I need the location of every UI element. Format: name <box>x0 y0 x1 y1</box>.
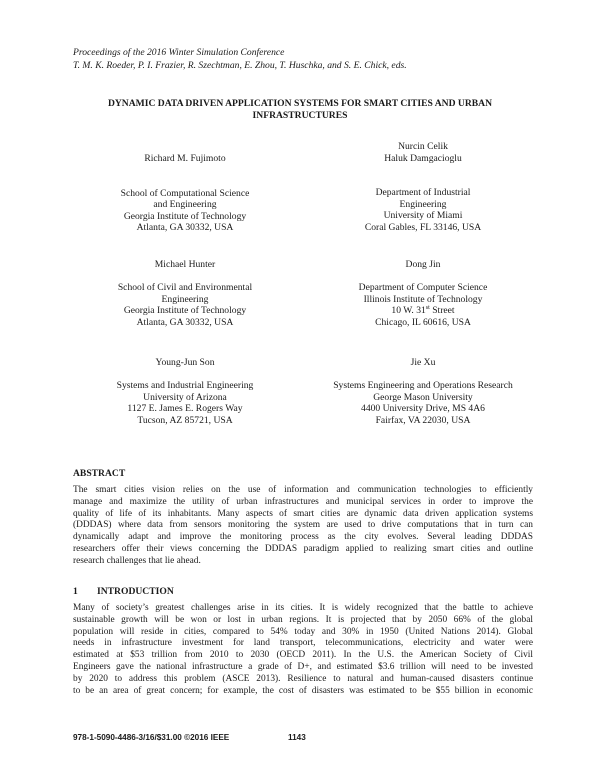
footer-isbn: 978-1-5090-4486-3/16/$31.00 ©2016 IEEE <box>73 733 230 742</box>
street-name: Street <box>429 305 455 317</box>
author-block-celik <box>333 141 513 234</box>
author-name: Michael Hunter <box>154 259 216 270</box>
author-block-son <box>95 357 275 427</box>
abstract-heading: ABSTRACT <box>73 468 126 479</box>
affiliation-line: Atlanta, GA 30332, USA <box>136 316 234 328</box>
affiliation-line: and Engineering <box>153 199 217 211</box>
introduction-line: needs in infrastructure investment for land transport, telecommunications, electricity and water were <box>73 638 533 649</box>
ordinal-suffix: st <box>425 305 430 312</box>
author-name: Richard M. Fujimoto <box>144 153 226 164</box>
affiliation-line: 1127 E. James E. Rogers Way <box>127 403 243 415</box>
affiliation-line: Engineering <box>161 293 209 305</box>
author-name: Dong Jin <box>405 259 441 270</box>
author-block-hunter <box>95 259 275 329</box>
section-heading-introduction: INTRODUCTION <box>97 586 174 597</box>
abstract-line: researchers offer their views concerning the DDDAS paradigm applied to realizing smart cities and outline <box>73 543 533 554</box>
author-block-fujimoto <box>95 153 275 234</box>
page-number: 1143 <box>288 733 306 742</box>
proceedings-header <box>73 47 533 72</box>
introduction-body <box>73 603 533 697</box>
affiliation-line: Coral Gables, FL 33146, USA <box>364 221 482 233</box>
proceedings-title: Proceedings of the 2016 Winter Simulation Conference <box>73 47 285 58</box>
affiliation-line: Georgia Institute of Technology <box>123 210 247 222</box>
affiliation-line: 4400 University Drive, MS 4A6 <box>361 403 485 415</box>
author-name: Nurcin Celik <box>398 141 448 152</box>
author-block-jin <box>333 259 513 329</box>
abstract-line: The smart cities vision relies on the use of information and communication technologies to efficiently <box>73 485 533 495</box>
affiliation-line: Systems Engineering and Operations Research <box>333 380 513 392</box>
section-number: 1 <box>73 586 78 597</box>
abstract-line: manage and maximize the utility of urban infrastructures and municipal services in order to improve the <box>73 496 533 507</box>
affiliation-line: Department of Industrial <box>375 187 471 199</box>
affiliation-line: School of Civil and Environmental <box>117 282 253 294</box>
author-name: Jie Xu <box>410 357 436 368</box>
author-name: Haluk Damgacioglu <box>384 152 462 164</box>
affiliation-line: Engineering <box>399 198 447 210</box>
street-number: 10 W. 31 <box>391 305 426 317</box>
affiliation-line: School of Computational Science <box>120 187 250 199</box>
affiliation-line: Atlanta, GA 30332, USA <box>136 222 234 234</box>
introduction-line: to be an area of great concern; for example, the cost of disasters was estimated to be $55 billion in economic <box>73 685 533 696</box>
paper-title-line: INFRASTRUCTURES <box>252 109 348 121</box>
affiliation-line: Tucson, AZ 85721, USA <box>137 414 233 426</box>
affiliation-line: Georgia Institute of Technology <box>123 305 247 317</box>
affiliation-line: Systems and Industrial Engineering <box>116 380 254 392</box>
affiliation-line: University of Miami <box>383 210 463 222</box>
author-name: Young-Jun Son <box>155 357 215 368</box>
affiliation-line <box>333 305 513 317</box>
affiliation-line: Department of Computer Science <box>358 282 488 294</box>
author-block-xu <box>313 357 533 427</box>
proceedings-editors: T. M. K. Roeder, P. I. Frazier, R. Szechtman, E. Zhou, T. Huschka, and S. E. Chick, eds. <box>73 59 407 71</box>
abstract-line: quality of life of its inhabitants. Many aspects of smart cities are dynamic data driven application systems <box>73 508 533 519</box>
introduction-line: Engineers gave the national infrastructure a grade of D+, and estimated $3.6 trillion will need to be invested <box>73 661 533 672</box>
introduction-line: population will reside in cities, compared to 54% today and 30% in 1950 (United Nations 2014). Global <box>73 626 533 637</box>
abstract-line: research challenges that lie ahead. <box>73 555 201 566</box>
introduction-line: sustainable growth will be won or lost in urban regions. It is projected that by 2050 66% of the global <box>73 614 533 625</box>
introduction-line: estimated at $53 trillion from 2010 to 2030 (OECD 2011). In the U.S. the American Society of Civil <box>73 650 533 661</box>
introduction-line: Many of society’s greatest challenges arise in its cities. It is widely recognized that the battle to achieve <box>73 603 533 613</box>
affiliation-line: Chicago, IL 60616, USA <box>375 316 471 328</box>
abstract-line: dynamically adapt and improve the monitoring process as the city evolves. Several leading DDDAS <box>73 532 533 543</box>
affiliation-line: University of Arizona <box>143 391 227 403</box>
affiliation-line: Fairfax, VA 22030, USA <box>375 414 471 426</box>
introduction-line: by 2020 to address this problem (ASCE 2013). Resilience to natural and human-caused disasters continue <box>73 673 533 684</box>
affiliation-line: Illinois Institute of Technology <box>363 293 483 305</box>
paper-title-line: DYNAMIC DATA DRIVEN APPLICATION SYSTEMS FOR SMART CITIES AND URBAN <box>107 98 493 109</box>
abstract-body <box>73 485 533 568</box>
affiliation-line: George Mason University <box>373 391 473 403</box>
paper-title <box>70 98 530 121</box>
abstract-line: (DDDAS) where data from sensors monitoring the system are used to drive computations that in turn can <box>73 520 533 531</box>
